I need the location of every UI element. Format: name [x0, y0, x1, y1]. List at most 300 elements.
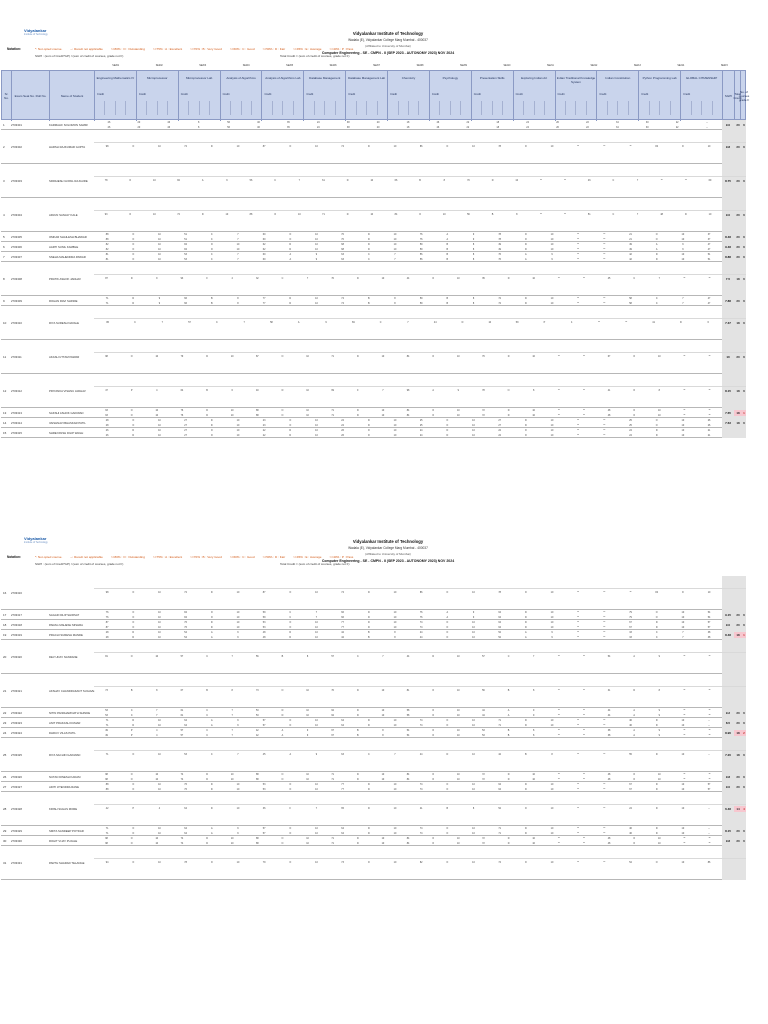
row-marks: [94, 714, 722, 717]
mark-cell: 53: [262, 621, 266, 624]
mark-cell: 71: [331, 837, 335, 840]
mark-cell: D: [289, 297, 292, 300]
mark-cell: 20: [376, 121, 380, 124]
row-seat-no: 2703312: [11, 389, 22, 393]
mark-cell: 47: [707, 243, 711, 246]
mark-cell: 10: [681, 625, 685, 629]
mark-cell: **: [603, 297, 606, 300]
mark-cell: D: [206, 837, 208, 840]
mark-cell: A: [210, 631, 213, 634]
course-code: SE201: [112, 65, 120, 67]
mark-cell: 10: [306, 413, 309, 417]
mark-cell: D: [655, 753, 658, 756]
mark-cell: **: [625, 321, 628, 324]
mark-cell: C: [356, 655, 359, 658]
mark-cell: 63: [341, 257, 344, 261]
mark-cell: 10: [657, 841, 661, 845]
mark-cell: **: [683, 733, 686, 737]
header-seat-no: Exam Seat No. Roll No.: [12, 71, 50, 121]
mark-cell: O: [655, 419, 658, 422]
mark-cell: 10: [681, 753, 685, 756]
mark-cell: 74: [177, 213, 180, 216]
mark-cell: 72: [482, 413, 485, 417]
mark-cell: 88: [255, 413, 259, 417]
table-row: [1, 772, 746, 782]
mark-cell: O: [132, 243, 135, 246]
mark-cell: D: [206, 841, 208, 845]
mark-cell: 70: [341, 233, 344, 236]
mark-cell: 60: [262, 233, 266, 236]
mark-cell: D: [655, 719, 658, 722]
mark-cell: **: [583, 655, 585, 658]
mark-cell: 10: [550, 831, 554, 835]
mark-cell: A: [446, 615, 449, 619]
mark-cell: 10: [158, 631, 161, 634]
mark-cell: **: [557, 837, 560, 840]
mark-cell: O: [130, 355, 133, 358]
mark-cell: 10: [315, 297, 318, 300]
mark-cell: 10: [315, 429, 318, 432]
header-subject-12: [597, 71, 639, 121]
mark-cell: 84: [655, 591, 659, 594]
row-f-grade-count: 0: [743, 355, 745, 359]
mark-cell: 10: [472, 635, 475, 639]
course-code: SE207: [373, 65, 380, 67]
mark-cell: 21: [629, 233, 632, 236]
mark-cell: O: [132, 615, 135, 619]
mark-cell: 38: [346, 121, 350, 124]
mark-cell: 27: [184, 423, 187, 427]
mark-cell: 53: [105, 713, 108, 717]
mark-cell: D: [655, 787, 658, 791]
row-seat-no: 2703309: [11, 299, 22, 303]
mark-cell: 10: [550, 433, 554, 437]
mark-cell: 88: [255, 773, 259, 776]
row-total-credit: 20: [736, 785, 740, 789]
mark-cell: 78: [482, 389, 485, 392]
row-student-name: AARTI SUNIL KAMBLE: [49, 245, 79, 249]
mark-cell: O: [210, 429, 213, 432]
mark-cell: 61: [180, 709, 184, 712]
header-subject-8: [430, 71, 472, 121]
row-total-credit: 14: [736, 807, 740, 811]
mark-cell: 62: [262, 243, 266, 246]
mark-cell: A: [655, 247, 658, 251]
mark-cell: D: [524, 621, 527, 624]
mark-cell: 9: [658, 713, 660, 717]
mark-cell: 30: [645, 125, 649, 129]
mark-cell: B: [368, 301, 370, 305]
mark-cell: D: [367, 807, 370, 810]
mark-cell: 10: [472, 433, 475, 437]
header-subject-5: [304, 71, 346, 121]
mark-cell: 53: [105, 709, 108, 712]
mark-cell: 10: [550, 621, 554, 624]
grade-legend: [35, 555, 361, 559]
mark-cell: 10: [456, 277, 460, 280]
mark-cell: O: [281, 689, 284, 692]
mark-cell: 9: [315, 257, 318, 261]
subject-name: GLOBAL CITIZENSHIP: [685, 76, 718, 80]
row-sgpi: 8.88: [725, 255, 731, 259]
institute-address: Wadala (E), Vidyalankar College Marg Mumbai - 400037: [348, 38, 428, 42]
row-student-name: SNEHA MAHENDRA PAWAR: [49, 255, 86, 259]
mark-cell: 10: [472, 753, 475, 756]
mark-cell: 10: [158, 243, 161, 246]
mark-cell: 53: [482, 733, 485, 737]
mark-cell: 10: [236, 615, 240, 619]
mark-cell: 62: [262, 247, 266, 251]
mark-cell: 47: [707, 297, 711, 300]
mark-cell: 26: [436, 125, 440, 129]
mark-cell: 10: [456, 689, 460, 692]
mark-cell: 10: [393, 429, 397, 432]
mark-cell: 93: [180, 277, 184, 280]
mark-cell: 8: [237, 297, 239, 300]
mark-cell: D: [356, 841, 359, 845]
mark-cell: C: [655, 635, 658, 639]
mark-cell: 10: [456, 713, 460, 717]
mark-cell: 4: [156, 389, 158, 392]
header-subject-0: [95, 71, 137, 121]
mark-cell: 10: [681, 827, 685, 830]
row-student-name: KRISH SUHAS MORE: [49, 807, 78, 811]
mark-cell: 10: [236, 591, 240, 594]
mark-cell: D: [524, 611, 527, 614]
row-f-grade-count: 0: [743, 123, 745, 127]
mark-cell: 7: [237, 237, 239, 241]
result-summary-cell: [722, 674, 746, 708]
mark-cell: 10: [550, 827, 554, 830]
mark-cell: A: [525, 253, 527, 256]
mark-cell: **: [708, 409, 711, 412]
mark-cell: 48: [660, 213, 663, 216]
mark-cell: D: [507, 841, 510, 845]
mark-cell: 10: [708, 213, 712, 216]
row-f-grade-count: 0: [743, 613, 745, 617]
mark-cell: 10: [315, 635, 318, 639]
mark-cell: **: [603, 247, 606, 251]
row-f-grade-count: 0: [743, 245, 745, 249]
mark-cell: 10: [393, 625, 397, 629]
mark-cell: 56: [255, 655, 259, 658]
subcolumn: [146, 101, 156, 115]
mark-cell: 38: [607, 729, 611, 732]
mark-cell: D: [524, 831, 527, 835]
mark-cell: 49: [629, 243, 632, 246]
institute-name: Vidyalankar Institute of Technology: [352, 539, 424, 544]
mark-cell: 64: [498, 783, 501, 786]
mark-cell: 71: [498, 827, 501, 830]
mark-cell: 10: [456, 709, 460, 712]
mark-cell: 57: [188, 321, 191, 324]
mark-cell: 46: [257, 125, 260, 129]
row-f-grade-count: 4: [743, 807, 745, 811]
row-student-name: ARJUN SANJAY KALE: [49, 213, 78, 217]
row-sgpi: 9.0: [725, 213, 731, 217]
mark-cell: 27: [498, 423, 501, 427]
mark-cell: 61: [180, 713, 184, 717]
mark-cell: O: [132, 621, 135, 624]
mark-cell: O: [289, 145, 292, 148]
mark-cell: 10: [472, 621, 475, 624]
row-total-credit: 18: [736, 633, 740, 637]
row-seat-no: 2703313: [11, 411, 22, 415]
row-sgpi: 8.15: [725, 389, 731, 393]
mark-cell: 82: [419, 861, 423, 864]
row-sr-no: 20: [3, 655, 7, 659]
mark-cell: 67: [331, 729, 335, 732]
mark-cell: D: [356, 709, 359, 712]
course-code: SE209: [460, 65, 467, 67]
mark-cell: 10: [306, 837, 309, 840]
row-total-credit: 18: [736, 731, 740, 735]
mark-cell: O: [281, 841, 284, 845]
mark-cell: 53: [262, 787, 266, 791]
mark-cell: O: [655, 423, 658, 427]
mark-cell: --: [708, 753, 710, 756]
mark-cell: 10: [472, 861, 475, 864]
row-sr-no: 24: [3, 731, 7, 735]
mark-cell: **: [577, 433, 580, 437]
mark-cell: 37: [707, 233, 711, 236]
mark-cell: 22: [341, 423, 344, 427]
mark-cell: 88: [105, 237, 109, 241]
mark-cell: C: [281, 277, 284, 280]
mark-cell: 64: [341, 827, 344, 830]
mark-cell: 46: [167, 121, 171, 124]
mark-cell: 47: [707, 247, 711, 251]
course-code: SE212: [590, 65, 598, 67]
mark-cell: O: [289, 861, 292, 864]
row-sr-no: 14: [3, 421, 7, 425]
mark-cell: 10: [472, 423, 475, 427]
mark-cell: 10: [707, 591, 711, 594]
mark-cell: D: [210, 807, 213, 810]
mark-cell: O: [274, 213, 277, 216]
mark-cell: O: [289, 237, 292, 241]
mark-cell: 73: [105, 689, 108, 692]
mark-cell: B: [446, 807, 449, 810]
mark-cell: 48: [262, 631, 266, 634]
row-student-name: ROHAN RAVI SHINDE: [49, 299, 78, 303]
mark-cell: D: [356, 773, 359, 776]
mark-cell: 67: [331, 733, 335, 737]
row-student-name: PRIYANKA VISHNU JADHAV: [49, 389, 86, 393]
mark-cell: **: [577, 631, 580, 634]
row-marks: [94, 253, 722, 256]
mark-cell: **: [708, 777, 711, 781]
legend-item-3: >=75% : A : Excellent: [152, 555, 183, 559]
mark-cell: 10: [456, 777, 460, 781]
mark-cell: D: [210, 591, 213, 594]
mark-cell: 10: [158, 429, 161, 432]
header-subject-13: [639, 71, 681, 121]
mark-cell: D: [201, 213, 204, 216]
row-marks: [94, 626, 722, 629]
mark-cell: 10: [155, 413, 159, 417]
row-total-credit: 20: [736, 255, 740, 259]
mark-cell: 74: [180, 777, 184, 781]
mark-cell: 71: [331, 773, 335, 776]
table-row: [1, 826, 746, 836]
mark-cell: 10: [393, 419, 397, 422]
mark-cell: **: [708, 655, 711, 658]
mark-cell: O: [633, 409, 636, 412]
subcolumn: [388, 101, 397, 115]
row-seat-no: 2703329: [11, 829, 22, 833]
row-sgpi: 8.48: [725, 633, 731, 637]
mark-cell: 72: [482, 777, 485, 781]
row-marks: [94, 773, 722, 776]
mark-cell: 72: [482, 837, 485, 840]
mark-cell: 7: [231, 713, 233, 717]
mark-cell: 10: [370, 213, 374, 216]
subcolumn: [304, 101, 313, 115]
mark-cell: 21: [707, 433, 711, 437]
mark-cell: **: [683, 277, 686, 280]
mark-cell: 27: [184, 429, 187, 432]
mark-cell: 10: [681, 807, 685, 810]
mark-cell: 56: [227, 121, 230, 124]
mark-cell: O: [633, 777, 636, 781]
mark-cell: 20: [137, 121, 141, 124]
row-total-credit: 20: [736, 721, 740, 725]
mark-cell: 9: [306, 729, 309, 732]
mark-cell: 7: [315, 807, 318, 810]
mark-cell: 10: [158, 237, 161, 241]
mark-cell: D: [524, 723, 527, 727]
mark-cell: D: [132, 719, 135, 722]
row-marks: [94, 429, 722, 432]
mark-cell: O: [655, 237, 658, 241]
mark-cell: 57: [180, 733, 184, 737]
mark-cell: D: [281, 713, 284, 717]
mark-cell: B: [507, 689, 510, 692]
mark-cell: 10: [515, 179, 519, 182]
mark-cell: 10: [393, 145, 397, 148]
mark-cell: **: [583, 713, 585, 717]
mark-cell: 26: [341, 433, 344, 437]
row-sr-no: 27: [3, 785, 7, 789]
row-student-name: SMITA SANDEEP POTDAR: [49, 829, 84, 833]
mark-cell: **: [577, 831, 580, 835]
mark-cell: **: [583, 413, 585, 417]
mark-cell: P: [130, 729, 133, 732]
mark-cell: 57: [707, 783, 711, 786]
mark-cell: 10: [155, 409, 159, 412]
mark-cell: 6: [707, 321, 709, 324]
mark-cell: O: [432, 777, 435, 781]
row-marks: [94, 419, 722, 422]
mark-cell: 57: [180, 729, 184, 732]
mark-cell: 10: [306, 389, 309, 392]
mark-cell: 64: [184, 827, 187, 830]
row-f-grade-count: 0: [743, 421, 745, 425]
mark-cell: **: [708, 709, 711, 712]
row-f-grade-count: 0: [743, 775, 745, 779]
mark-cell: 46: [587, 179, 591, 182]
mark-cell: 71: [498, 723, 501, 727]
mark-cell: P: [132, 807, 135, 810]
mark-cell: 10: [158, 635, 161, 639]
row-marks: [94, 842, 722, 845]
subject-name: Analysis of Algorithms Lab: [265, 76, 301, 80]
mark-cell: D: [446, 753, 449, 756]
mark-cell: 25: [419, 419, 423, 422]
mark-cell: 7: [407, 321, 409, 324]
mark-cell: 10: [550, 429, 554, 432]
legend-item-7: >=45% : E : Average: [293, 47, 322, 51]
mark-cell: 61: [322, 179, 325, 182]
mark-cell: D: [367, 243, 370, 246]
row-f-grade-count: 1: [743, 633, 745, 637]
mark-cell: **: [577, 591, 580, 594]
mark-cell: A: [201, 179, 204, 182]
mark-cell: 10: [315, 631, 318, 634]
mark-cell: 71: [331, 841, 335, 845]
mark-cell: D: [210, 423, 213, 427]
mark-cell: 26: [556, 121, 559, 124]
total-credit-note: Total Credit = (sum of credit of courses, grade not F): [280, 54, 350, 58]
mark-cell: O: [132, 861, 135, 864]
mark-cell: D: [130, 277, 133, 280]
mark-cell: --: [708, 723, 710, 727]
mark-cell: 59: [515, 321, 519, 324]
mark-cell: 86: [419, 145, 423, 148]
mark-cell: 52: [498, 807, 501, 810]
mark-cell: 77: [341, 625, 344, 629]
subject-name: Database Management: [309, 76, 341, 80]
subject-subcolumns: [388, 101, 429, 115]
course-code: SE215: [720, 65, 728, 67]
row-student-name: SAKSHI ASHOK GAIKWAD: [49, 411, 84, 415]
mark-cell: 10: [381, 409, 385, 412]
mark-cell: **: [583, 733, 585, 737]
mark-cell: 66: [184, 297, 187, 300]
mark-cell: D: [655, 827, 658, 830]
mark-cell: **: [583, 837, 585, 840]
mark-cell: **: [708, 729, 711, 732]
mark-cell: B: [206, 689, 208, 692]
row-sr-no: 11: [3, 355, 7, 359]
mark-cell: D: [684, 213, 687, 216]
mark-cell: D: [210, 621, 213, 624]
mark-cell: O: [446, 423, 449, 427]
row-sgpi: 8.15: [725, 829, 731, 833]
exam-title: Computer Engineering - SE - CMPN - II (SEP 2023 - AUTONOMY 2023) NOV 2024: [321, 559, 455, 563]
mark-cell: 24: [419, 429, 423, 432]
mark-cell: 48: [607, 409, 611, 412]
subject-subcolumns: [472, 101, 513, 115]
mark-cell: O: [633, 413, 636, 417]
mark-cell: 64: [498, 615, 501, 619]
row-student-name: NUTAN DINESH KADAM: [49, 775, 81, 779]
mark-cell: **: [708, 733, 711, 737]
subcolumn: [670, 101, 680, 115]
mark-cell: A: [633, 709, 635, 712]
mark-cell: **: [577, 827, 580, 830]
row-total-credit: 20: [736, 245, 740, 249]
credit-label: Credit: [97, 93, 104, 96]
mark-cell: 9: [158, 297, 161, 300]
mark-cell: 9: [226, 179, 228, 182]
mark-cell: 10: [681, 237, 685, 241]
mark-cell: 71: [498, 831, 501, 835]
mark-cell: **: [577, 635, 580, 639]
mark-cell: D: [655, 783, 658, 786]
mark-cell: 40: [255, 389, 259, 392]
